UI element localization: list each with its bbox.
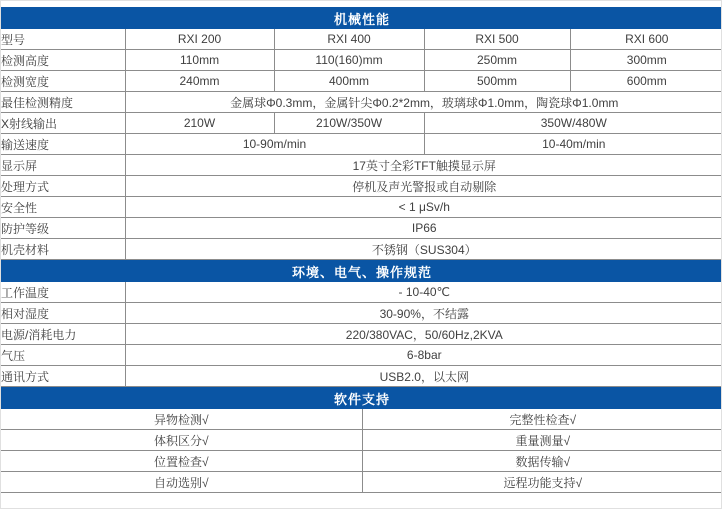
spec-value: 6-8bar	[125, 345, 722, 366]
spec-value: 110mm	[125, 50, 274, 71]
spec-value: 210W	[125, 113, 274, 134]
spec-value: 10-40m/min	[424, 134, 722, 155]
row-display	[1, 155, 722, 176]
spec-label: 气压	[1, 345, 125, 366]
spec-value: USB2.0，以太网	[125, 366, 722, 387]
row-xray-output	[1, 113, 722, 134]
row-best-precision	[1, 92, 722, 113]
spec-value: 17英寸全彩TFT触摸显示屏	[125, 155, 722, 176]
spec-value: 400mm	[274, 71, 424, 92]
row-software-2	[1, 430, 722, 451]
spec-value: 金属球Φ0.3mm，金属针尖Φ0.2*2mm，玻璃球Φ1.0mm，陶瓷球Φ1.0mm	[125, 92, 722, 113]
row-power	[1, 324, 722, 345]
software-feature: 数据传输√	[362, 451, 722, 472]
row-safety	[1, 197, 722, 218]
software-feature: 重量测量√	[362, 430, 722, 451]
spec-label: 电源/消耗电力	[1, 324, 125, 345]
spec-label: 检测高度	[1, 50, 125, 71]
row-software-4	[1, 472, 722, 493]
row-working-temp	[1, 282, 722, 303]
row-model	[1, 29, 722, 50]
spec-label: 输送速度	[1, 134, 125, 155]
spec-label: 机壳材料	[1, 239, 125, 260]
spec-label: 检测宽度	[1, 71, 125, 92]
row-detect-width	[1, 71, 722, 92]
software-feature: 远程功能支持√	[362, 472, 722, 493]
spec-label: 通讯方式	[1, 366, 125, 387]
row-air-pressure	[1, 345, 722, 366]
section-header-environment	[1, 260, 722, 283]
spec-value: 210W/350W	[274, 113, 424, 134]
row-software-3	[1, 451, 722, 472]
spec-label: 防护等级	[1, 218, 125, 239]
software-feature: 自动选别√	[1, 472, 362, 493]
spec-value: 10-90m/min	[125, 134, 424, 155]
spec-label: X射线输出	[1, 113, 125, 134]
row-conveyor-speed	[1, 134, 722, 155]
spec-value: 240mm	[125, 71, 274, 92]
spec-value: 250mm	[424, 50, 570, 71]
spec-value: - 10-40℃	[125, 282, 722, 303]
row-housing-material	[1, 239, 722, 260]
spec-value: 不锈钢（SUS304）	[125, 239, 722, 260]
row-software-1	[1, 409, 722, 430]
spec-value: 110(160)mm	[274, 50, 424, 71]
spec-value: RXI 400	[274, 29, 424, 50]
row-protection-rating	[1, 218, 722, 239]
section-header-software	[1, 387, 722, 410]
spec-value: 600mm	[570, 71, 722, 92]
row-humidity	[1, 303, 722, 324]
spec-label: 最佳检测精度	[1, 92, 125, 113]
spec-value: 300mm	[570, 50, 722, 71]
spec-label: 显示屏	[1, 155, 125, 176]
spec-value: 停机及声光警报或自动剔除	[125, 176, 722, 197]
row-handling	[1, 176, 722, 197]
spec-value: RXI 600	[570, 29, 722, 50]
spec-label: 处理方式	[1, 176, 125, 197]
row-detect-height	[1, 50, 722, 71]
spec-value: 220/380VAC，50/60Hz,2KVA	[125, 324, 722, 345]
row-communication	[1, 366, 722, 387]
spec-label: 型号	[1, 29, 125, 50]
spec-label: 安全性	[1, 197, 125, 218]
spec-value: 30-90%，不结露	[125, 303, 722, 324]
spec-value: 500mm	[424, 71, 570, 92]
software-feature: 完整性检查√	[362, 409, 722, 430]
spec-value: IP66	[125, 218, 722, 239]
section-title: 软件支持	[1, 387, 722, 410]
section-title: 环境、电气、操作规范	[1, 260, 722, 283]
spec-label: 工作温度	[1, 282, 125, 303]
software-feature: 异物检测√	[1, 409, 362, 430]
spec-table	[1, 7, 722, 493]
software-feature: 体积区分√	[1, 430, 362, 451]
section-title: 机械性能	[1, 7, 722, 29]
software-feature: 位置检查√	[1, 451, 362, 472]
spec-value: 350W/480W	[424, 113, 722, 134]
spec-label: 相对湿度	[1, 303, 125, 324]
spec-value: RXI 200	[125, 29, 274, 50]
spec-value: RXI 500	[424, 29, 570, 50]
spec-value: < 1 μSv/h	[125, 197, 722, 218]
section-header-mechanical	[1, 7, 722, 29]
